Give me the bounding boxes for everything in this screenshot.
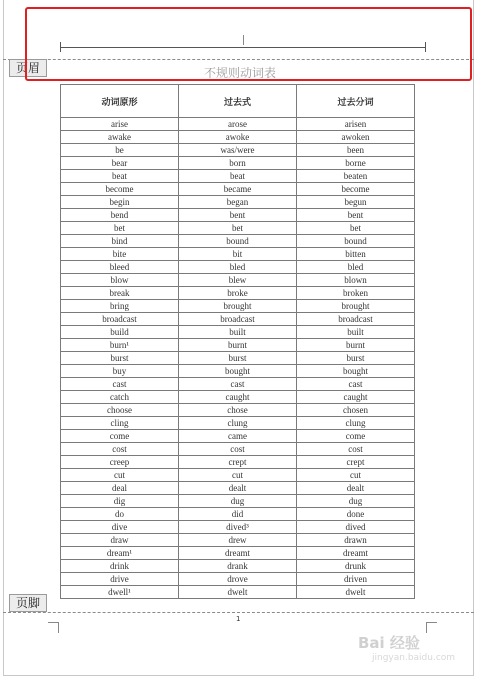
- cell-base-form[interactable]: dwell¹: [61, 586, 179, 599]
- cell-past-participle[interactable]: dived: [297, 521, 415, 534]
- cell-past-tense[interactable]: crept: [179, 456, 297, 469]
- cell-past-participle[interactable]: burnt: [297, 339, 415, 352]
- cell-base-form[interactable]: draw: [61, 534, 179, 547]
- cell-past-tense[interactable]: dived³: [179, 521, 297, 534]
- cell-past-participle[interactable]: caught: [297, 391, 415, 404]
- cell-past-participle[interactable]: been: [297, 144, 415, 157]
- cell-base-form[interactable]: bleed: [61, 261, 179, 274]
- cell-past-tense[interactable]: began: [179, 196, 297, 209]
- cell-past-participle[interactable]: burst: [297, 352, 415, 365]
- cell-base-form[interactable]: begin: [61, 196, 179, 209]
- crop-mark-bottom-left: [48, 622, 59, 633]
- table-row: [61, 430, 415, 443]
- cell-past-tense[interactable]: dreamt: [179, 547, 297, 560]
- cell-base-form[interactable]: bite: [61, 248, 179, 261]
- cell-base-form[interactable]: come: [61, 430, 179, 443]
- cell-base-form[interactable]: become: [61, 183, 179, 196]
- cell-past-participle[interactable]: bound: [297, 235, 415, 248]
- cell-base-form[interactable]: choose: [61, 404, 179, 417]
- table-row: [61, 235, 415, 248]
- table-row: [61, 456, 415, 469]
- cell-base-form[interactable]: bring: [61, 300, 179, 313]
- cell-past-participle[interactable]: crept: [297, 456, 415, 469]
- cell-base-form[interactable]: cling: [61, 417, 179, 430]
- watermark-logo: Bai 经验: [358, 634, 420, 652]
- table-row: [61, 560, 415, 573]
- cell-past-participle[interactable]: blown: [297, 274, 415, 287]
- cell-past-tense[interactable]: cost: [179, 443, 297, 456]
- cell-past-tense[interactable]: clung: [179, 417, 297, 430]
- table-row: [61, 131, 415, 144]
- cell-past-tense[interactable]: bound: [179, 235, 297, 248]
- cell-past-participle[interactable]: cast: [297, 378, 415, 391]
- table-row: [61, 573, 415, 586]
- cell-past-participle[interactable]: come: [297, 430, 415, 443]
- cell-past-tense[interactable]: built: [179, 326, 297, 339]
- table-row: [61, 118, 415, 131]
- table-row: [61, 586, 415, 599]
- cell-past-tense[interactable]: bent: [179, 209, 297, 222]
- table-row: [61, 261, 415, 274]
- table-row: [61, 521, 415, 534]
- cell-base-form[interactable]: build: [61, 326, 179, 339]
- cell-base-form[interactable]: dig: [61, 495, 179, 508]
- column-header-past-tense[interactable]: 过去式: [179, 85, 297, 118]
- watermark-url: jingyan.baidu.com: [372, 653, 456, 663]
- cell-base-form[interactable]: drive: [61, 573, 179, 586]
- page-number: 1: [236, 615, 241, 623]
- table-row: [61, 482, 415, 495]
- cell-past-tense[interactable]: caught: [179, 391, 297, 404]
- cell-base-form[interactable]: bend: [61, 209, 179, 222]
- table-row: [61, 469, 415, 482]
- column-header-past-participle[interactable]: 过去分词: [297, 85, 415, 118]
- cell-past-participle[interactable]: chosen: [297, 404, 415, 417]
- cell-past-tense[interactable]: arose: [179, 118, 297, 131]
- table-row: [61, 365, 415, 378]
- table-row: [61, 300, 415, 313]
- cell-past-participle[interactable]: broadcast: [297, 313, 415, 326]
- cell-past-participle[interactable]: driven: [297, 573, 415, 586]
- cell-past-tense[interactable]: dwelt: [179, 586, 297, 599]
- cell-base-form[interactable]: burn¹: [61, 339, 179, 352]
- cell-past-tense[interactable]: became: [179, 183, 297, 196]
- cell-past-tense[interactable]: was/were: [179, 144, 297, 157]
- cell-base-form[interactable]: deal: [61, 482, 179, 495]
- cell-past-participle[interactable]: awoken: [297, 131, 415, 144]
- cell-past-tense[interactable]: burnt: [179, 339, 297, 352]
- cell-past-participle[interactable]: brought: [297, 300, 415, 313]
- crop-mark-bottom-right: [426, 622, 437, 633]
- table-header-row: [61, 85, 415, 118]
- table-row: [61, 443, 415, 456]
- cell-base-form[interactable]: beat: [61, 170, 179, 183]
- table-row: [61, 495, 415, 508]
- cell-past-tense[interactable]: chose: [179, 404, 297, 417]
- cell-base-form[interactable]: burst: [61, 352, 179, 365]
- table-row: [61, 534, 415, 547]
- cell-past-tense[interactable]: came: [179, 430, 297, 443]
- cell-past-tense[interactable]: drank: [179, 560, 297, 573]
- cell-past-participle[interactable]: dealt: [297, 482, 415, 495]
- table-row: [61, 209, 415, 222]
- cell-past-participle[interactable]: done: [297, 508, 415, 521]
- cell-past-tense[interactable]: born: [179, 157, 297, 170]
- cell-past-tense[interactable]: cast: [179, 378, 297, 391]
- cell-past-participle[interactable]: borne: [297, 157, 415, 170]
- cell-past-participle[interactable]: beaten: [297, 170, 415, 183]
- header-tag[interactable]: 页眉: [9, 59, 47, 77]
- cell-past-tense[interactable]: broadcast: [179, 313, 297, 326]
- cell-past-tense[interactable]: bit: [179, 248, 297, 261]
- cell-base-form[interactable]: cast: [61, 378, 179, 391]
- cell-past-tense[interactable]: beat: [179, 170, 297, 183]
- cell-past-tense[interactable]: drew: [179, 534, 297, 547]
- cell-base-form[interactable]: cost: [61, 443, 179, 456]
- cell-past-participle[interactable]: become: [297, 183, 415, 196]
- table-row: [61, 248, 415, 261]
- footer-boundary: [3, 612, 474, 613]
- cell-base-form[interactable]: bear: [61, 157, 179, 170]
- cell-past-tense[interactable]: brought: [179, 300, 297, 313]
- table-row: [61, 339, 415, 352]
- cell-base-form[interactable]: catch: [61, 391, 179, 404]
- cell-past-participle[interactable]: arisen: [297, 118, 415, 131]
- table-row: [61, 287, 415, 300]
- cell-base-form[interactable]: dive: [61, 521, 179, 534]
- table-row: [61, 326, 415, 339]
- cell-past-participle[interactable]: dreamt: [297, 547, 415, 560]
- cell-base-form[interactable]: cut: [61, 469, 179, 482]
- cell-base-form[interactable]: broadcast: [61, 313, 179, 326]
- cell-base-form[interactable]: awake: [61, 131, 179, 144]
- cell-past-tense[interactable]: cut: [179, 469, 297, 482]
- table-row: [61, 157, 415, 170]
- table-row: [61, 170, 415, 183]
- header-highlight-box: [25, 7, 472, 81]
- table-row: [61, 196, 415, 209]
- cell-base-form[interactable]: bet: [61, 222, 179, 235]
- cell-past-tense[interactable]: dealt: [179, 482, 297, 495]
- cell-past-tense[interactable]: dug: [179, 495, 297, 508]
- cell-past-participle[interactable]: cost: [297, 443, 415, 456]
- cell-base-form[interactable]: dream¹: [61, 547, 179, 560]
- cell-base-form[interactable]: arise: [61, 118, 179, 131]
- cell-base-form[interactable]: drink: [61, 560, 179, 573]
- table-row: [61, 352, 415, 365]
- cell-past-participle[interactable]: bled: [297, 261, 415, 274]
- table-row: [61, 508, 415, 521]
- cell-past-participle[interactable]: broken: [297, 287, 415, 300]
- cell-base-form[interactable]: break: [61, 287, 179, 300]
- table-row: [61, 274, 415, 287]
- cell-past-participle[interactable]: begun: [297, 196, 415, 209]
- cell-past-participle[interactable]: bet: [297, 222, 415, 235]
- irregular-verbs-table: [60, 84, 415, 599]
- cell-past-tense[interactable]: did: [179, 508, 297, 521]
- table-row: [61, 417, 415, 430]
- cell-past-participle[interactable]: built: [297, 326, 415, 339]
- cell-base-form[interactable]: be: [61, 144, 179, 157]
- header-title[interactable]: 不规则动词表: [203, 66, 276, 80]
- cell-past-tense[interactable]: broke: [179, 287, 297, 300]
- cell-past-participle[interactable]: clung: [297, 417, 415, 430]
- table-row: [61, 391, 415, 404]
- table-row: [61, 222, 415, 235]
- cell-past-tense[interactable]: bet: [179, 222, 297, 235]
- table-row: [61, 144, 415, 157]
- cell-past-participle[interactable]: bitten: [297, 248, 415, 261]
- cell-base-form[interactable]: blow: [61, 274, 179, 287]
- cell-past-participle[interactable]: drunk: [297, 560, 415, 573]
- table-row: [61, 547, 415, 560]
- footer-tag[interactable]: 页脚: [9, 594, 47, 612]
- cell-base-form[interactable]: buy: [61, 365, 179, 378]
- cell-past-tense[interactable]: awoke: [179, 131, 297, 144]
- cell-past-participle[interactable]: bought: [297, 365, 415, 378]
- cell-past-tense[interactable]: burst: [179, 352, 297, 365]
- cell-past-participle[interactable]: cut: [297, 469, 415, 482]
- cell-past-tense[interactable]: bought: [179, 365, 297, 378]
- cell-past-participle[interactable]: dug: [297, 495, 415, 508]
- cell-base-form[interactable]: creep: [61, 456, 179, 469]
- cell-base-form[interactable]: bind: [61, 235, 179, 248]
- cell-base-form[interactable]: do: [61, 508, 179, 521]
- cell-past-tense[interactable]: blew: [179, 274, 297, 287]
- table-row: [61, 404, 415, 417]
- table-row: [61, 313, 415, 326]
- cell-past-participle[interactable]: bent: [297, 209, 415, 222]
- cell-past-participle[interactable]: dwelt: [297, 586, 415, 599]
- table-row: [61, 378, 415, 391]
- cell-past-tense[interactable]: bled: [179, 261, 297, 274]
- column-header-base-form[interactable]: 动词原形: [61, 85, 179, 118]
- table-row: [61, 183, 415, 196]
- cell-past-participle[interactable]: drawn: [297, 534, 415, 547]
- cell-past-tense[interactable]: drove: [179, 573, 297, 586]
